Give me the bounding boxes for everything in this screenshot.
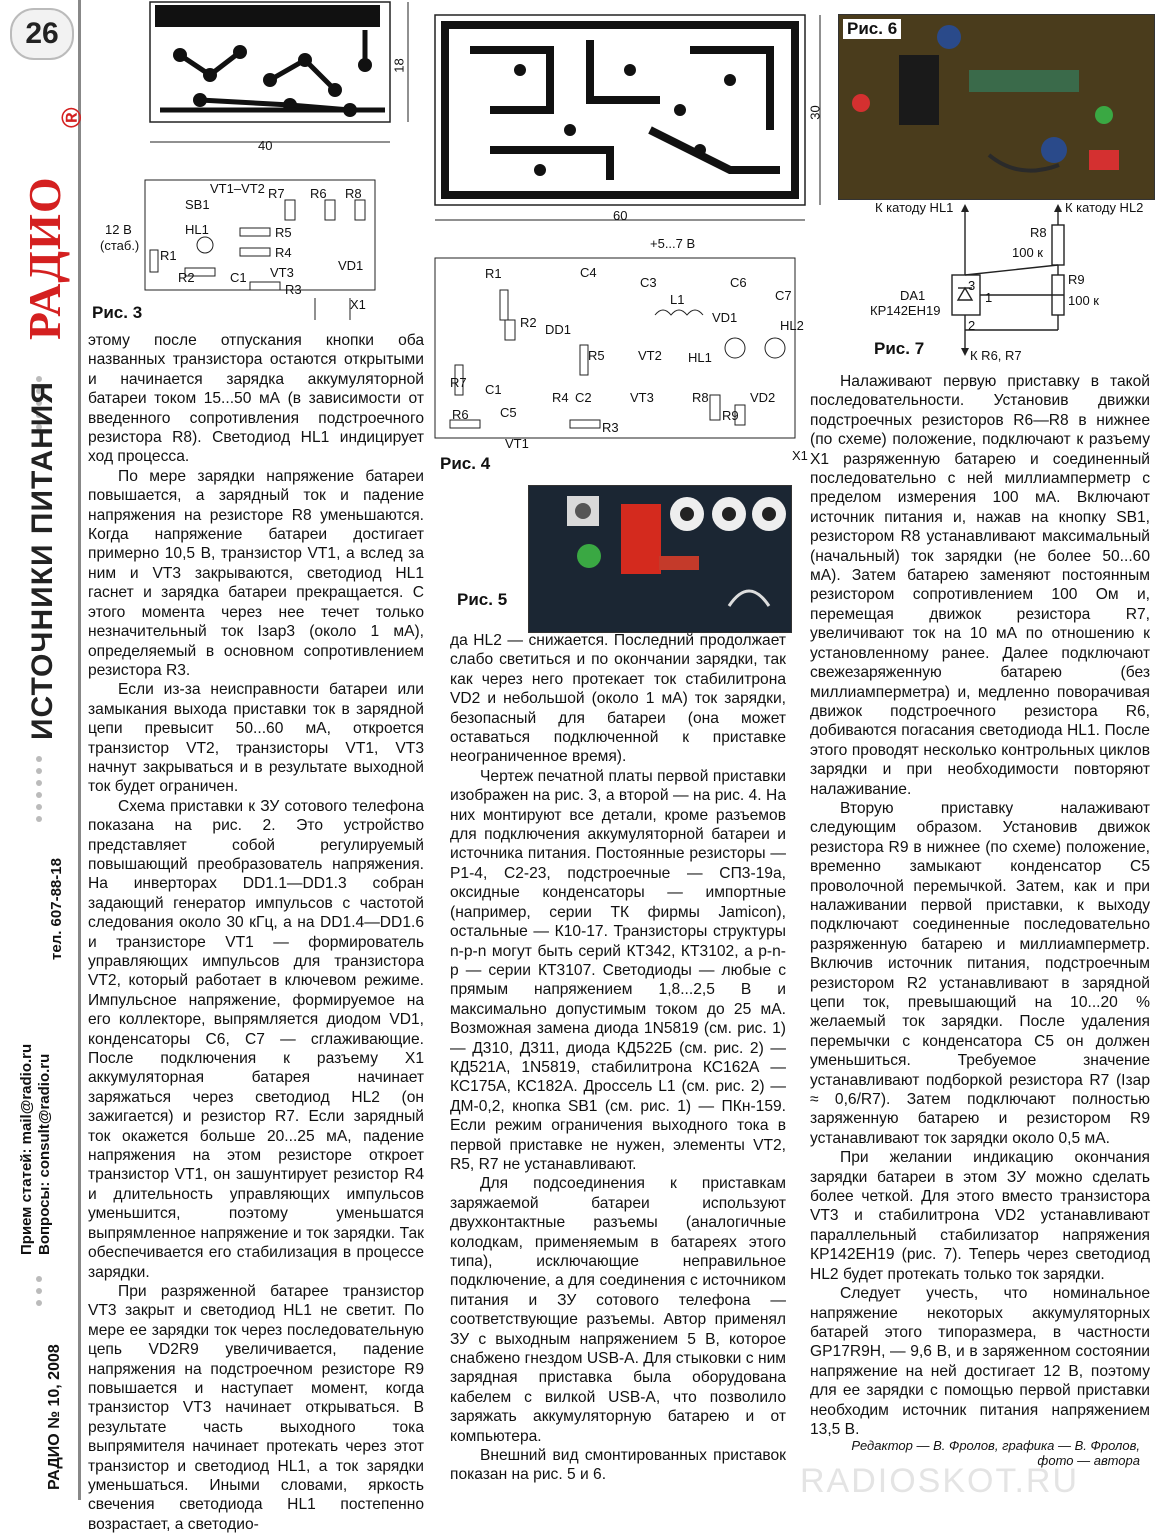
page-number: 26 (10, 8, 74, 60)
fig7-caption: Рис. 7 (874, 339, 925, 358)
phone-number: тел. 607-88-18 (48, 858, 65, 960)
fig3-width-dim: 40 (258, 138, 273, 153)
fig4-label-r7: R7 (450, 375, 467, 390)
fig3-label-vd1: VD1 (338, 258, 364, 273)
fig4-label-c4: C4 (580, 265, 597, 280)
fig3-label-hl1: HL1 (185, 222, 209, 237)
fig6-photo (838, 14, 1155, 200)
paragraph: Вторую приставку налаживают следующим образом. Установив движок резистора R9 в нижнее (по схеме) положение, временно замыкают конденсатор C5 проволочной перемычкой. Затем, как и при налаживании первой приставки, к выходу подключают соединенные последовательно разряженную батарею и миллиамперметр. Включив источник питания, подстроечным резистором R2 устанавливают в зарядной цепи ток, превышающий на 10...20 % желаемый ток зарядки. После удаления перемычки с конденсатора C5 он должен уменьшиться. Требуемое значение устанавливают подборкой резистора R7 (Iзар ≈ 0,6/R7). Затем подключают полностью заряженную батарею и резистором R9 устанавливают ток зарядки около 0,5 мА. (810, 799, 1150, 1147)
fig4-label-r1: R1 (485, 266, 502, 281)
figure-4 (430, 10, 830, 470)
fig7-label-pin3: 3 (968, 278, 976, 293)
fig6-caption: Рис. 6 (843, 19, 901, 39)
fig4-label-r8: R8 (692, 390, 709, 405)
text-column-1 (88, 331, 424, 1534)
fig4-label-c2: C2 (575, 390, 592, 405)
section-title: ИСТОЧНИКИ ПИТАНИЯ (26, 381, 59, 740)
fig3-caption: Рис. 3 (92, 303, 143, 322)
sidebar-dots-middle (36, 750, 44, 828)
fig4-label-vt2: VT2 (638, 348, 662, 363)
fig3-label-c1: C1 (230, 270, 247, 285)
credit-line-1: Редактор — В. Фролов, графика — В. Фролов, (851, 1438, 1140, 1453)
paragraph: Схема приставки к ЗУ сотового телефона показана на рис. 2. Это устройство представляет собой регулируемый повышающий преобразователь напряжения. На инверторах DD1.1—DD1.3 собран задающий генератор импульсов с частотой следования около 30 кГц, а на DD1.4—DD1.6 и транзисторе VT1 — формирователь управляющих импульсов для транзистора VT2, который работает в ключевом режиме. Импульсное напряжение, формируемое на его коллекторе, выпрямляется диодом VD1, конденсаторы C6, C7 — сглаживающие. После подключения к разъему X1 аккумуляторная батарея начинает заряжаться через светодиод HL2 (он зажигается) и резистор R7. Если зарядный ток окажется больше 20...25 мА, падение напряжения на этом резисторе откроет транзистор VT1, он зашунтирует резистор R4 и длительность управляющих импульсов уменьшится, поэтому уменьшатся выпрямленное напряжение и ток зарядки. Так обеспечивается его стабилизация в процессе зарядки. (88, 797, 424, 1281)
fig4-label-hl2: HL2 (780, 318, 804, 333)
watermark: RADIOSKOT.RU (800, 1462, 1080, 1500)
fig3-label-vt3: VT3 (270, 265, 294, 280)
sidebar (0, 0, 87, 1500)
fig4-label-vd2: VD2 (750, 390, 776, 405)
fig3-label-r6: R6 (310, 186, 327, 201)
paragraph: Для подсоединения к приставкам заряжаемой батареи используют двухконтактные разъемы (аналогичные колодкам, применяемым в батареях этого типа), исключающие неправильное подключение, а для соединения с источником питания и ЗУ сотового телефона — соответствующие разъемы. Автор применял ЗУ с выходным напряжением 5 В, которое снабжено гнездом USB-A. Для стыковки с ним зарядная приставка была оборудована кабелем с вилкой USB-A, что позволило заряжать аккумуляторную батарею и от компьютера. (450, 1175, 786, 1445)
paragraph: При разряженной батарее транзистор VT3 закрыт и светодиод HL1 не светит. По мере ее зарядки ток через последовательную цепь VD2R9 увеличивается, падение напряжения на подстроечном резисторе R9 повышается и наступает момент, когда транзистор VT3 начинает открываться. В результате часть выходного тока выпрямителя начинает протекать через этот транзистор и светодиод HL1, а ток зарядки уменьшаться. Иными словами, яркость свечения светодиода HL1 постепенно возрастает, а светодио- (88, 1282, 424, 1533)
fig3-label-r8: R8 (345, 186, 362, 201)
text-column-3 (810, 372, 1150, 1439)
fig4-label-vd1: VD1 (712, 310, 738, 325)
fig7-label-pin2: 2 (968, 318, 976, 333)
fig4-label-r4: R4 (552, 390, 569, 405)
fig4-label-r2: R2 (520, 315, 537, 330)
sidebar-dots-bottom (36, 1270, 44, 1312)
fig4-label-r9: R9 (722, 408, 739, 423)
fig3-label-r4: R4 (275, 245, 292, 260)
fig4-label-l1: L1 (670, 292, 685, 307)
credit-line-2: фото — автора (1037, 1453, 1140, 1468)
fig4-caption: Рис. 4 (440, 454, 491, 473)
fig3-label-sb1: SB1 (185, 197, 210, 212)
fig3-label-r1: R1 (160, 248, 177, 263)
paragraph: Внешний вид смонтированных приставок показан на рис. 5 и 6. (450, 1447, 786, 1484)
fig4-label-vt1: VT1 (505, 436, 529, 451)
magazine-logo: РАДИО (19, 176, 70, 340)
fig3-label-12v: 12 В (105, 222, 132, 237)
fig4-label-r3: R3 (602, 420, 619, 435)
paragraph: Налаживают первую приставку в такой последовательности. Установив движки подстроечных резисторов R6—R8 в нижнее (по схеме) положение, подключают к разъему X1 разряженную батарею и соединенный последовательно с ней миллиамперметр с пределом измерения 100 мА. Включают источник питания и, нажав на кнопку SB1, резистором R8 устанавливают максимальный (начальный) ток зарядки (не более 50...60 мА). Затем батарею заменяют постоянным резистором сопротивлением 100 Ом и, перемещая движок резистора R7, увеличивают ток на 10 мА по отношению к установленному ранее. Далее подключают свежезаряженную батарею (без миллиамперметра) и, медленно поворачивая движок подстроечного резистора R6, добиваются погасания светодиода HL1. После этого проводят несколько контрольных циклов зарядки и при необходимости повторяют налаживание. (810, 373, 1150, 798)
fig4-label-r5: R5 (588, 348, 605, 363)
fig7-label-r8: R8 (1030, 225, 1047, 240)
fig4-label-r6: R6 (452, 407, 469, 422)
paragraph: При желании индикацию окончания зарядки батареи в этом ЗУ можно сделать более четкой. Для этого вместо транзистора VT3 и стабилитрона VD2 устанавливают параллельный стабилизатор напряжения КР142ЕН19 (рис. 7). Теперь через светодиод HL2 будет протекать только ток зарядки. (810, 1149, 1150, 1283)
fig5-photo (528, 485, 792, 633)
paragraph: Чертеж печатной платы первой приставки изображен на рис. 3, а второй — на рис. 4. На них монтируют все детали, кроме разъемов для подключения аккумуляторной батареи и источника питания. Постоянные резисторы — Р1-4, С2-23, подстроечные — СП3-19а, оксидные конденсаторы — импортные (например, серии ТК фирмы Jamicon), остальные — К10-17. Транзисторы структуры n-p-n могут быть серий КТ342, КТ3102, а p-n-p — серии КТ3107. Светодиоды — любые с прямым напряжением 1,8...2,5 В и максимально допустимым током до 25 мА. Возможная замена диода 1N5819 (см. рис. 1) — Д310, Д311, диода КД522Б (см. рис. 2) — КД521А, 1N5819, стабилитрона КС162А — КС175А, КС182А. Дроссель L1 (см. рис. 2) — ДМ-0,2, кнопка SB1 (см. рис. 1) — ПКн-159. Если режим ограничения выходного тока в первой приставке не нужен, элементы VT2, R5, R7 не устанавливают. (450, 767, 786, 1173)
paragraph: Если из-за неисправности батареи или замыкания выхода приставки ток в зарядной цепи превысит 50...60 мА, откроется транзистор VT2, транзисторы VT1, VT3 начнут закрываться и в результате выходной ток будет ограничен. (88, 681, 424, 796)
fig3-label-r5: R5 (275, 225, 292, 240)
fig4-label-dd1: DD1 (545, 322, 572, 337)
paragraph: Следует учесть, что номинальное напряжение некоторых аккумуляторных батарей этого типоразмера, в частности GP17R9H, — 9,6 В, и в заряженном состоянии напряжение на ней достигает 12 В, поэтому для ее зарядки с помощью первой приставки необходим источник питания напряжением 13,5 В. (810, 1285, 1150, 1438)
sidebar-divider (78, 0, 81, 1500)
fig4-height-dim: 30 (807, 105, 823, 120)
fig5-caption: Рис. 5 (457, 590, 508, 609)
fig4-width-dim: 60 (613, 208, 628, 223)
fig5-board-image (529, 486, 791, 632)
fig4-label-c7: C7 (775, 288, 792, 303)
paragraph: По мере зарядки напряжение батареи повышается, а зарядный ток и падение напряжения на резисторе R8 уменьшаются. Когда напряжение батареи достигает примерно 10,5 В, транзистор VT1, а вслед за ним и VT3 закрываются, светодиод HL1 гаснет и зарядка батареи прекращается. С этого момента через нее течет только незначительный ток Iзар3 (около 1 мА), определяемый в основном сопротивлением резистора R3. (88, 467, 424, 679)
contact-questions: Вопросы: consult@radio.ru (36, 1053, 53, 1255)
fig7-label-da1-part: КР142ЕН19 (870, 303, 941, 318)
fig4-label-hl1: HL1 (688, 350, 712, 365)
logo-registered-mark: ® (56, 107, 87, 128)
fig4-label-c1: C1 (485, 382, 502, 397)
fig7-label-to-r6-r7: К R6, R7 (970, 348, 1022, 363)
fig7-label-r8-value: 100 к (1012, 245, 1043, 260)
fig3-label-r7: R7 (268, 186, 285, 201)
fig7-label-pin1: 1 (985, 290, 993, 305)
contact-articles: Прием статей: mail@radio.ru (18, 1043, 35, 1255)
fig3-label-stab: (стаб.) (100, 238, 140, 253)
issue-info: РАДИО № 10, 2008 (46, 1344, 63, 1490)
fig6-board-image (839, 15, 1154, 199)
fig4-label-vt3: VT3 (630, 390, 654, 405)
fig7-label-to-hl1: К катоду HL1 (875, 200, 954, 215)
fig4-label-c6: C6 (730, 275, 747, 290)
fig3-label-x1: X1 (350, 297, 366, 312)
fig7-label-r9-value: 100 к (1068, 293, 1099, 308)
fig3-label-r2: R2 (178, 270, 195, 285)
paragraph: да HL2 — снижается. Последний продолжает слабо светиться и по окончании зарядки, так как через него протекает ток стабилитрона VD2 и небольшой (около 1 мА) ток зарядки, безопасный для батареи (она может оставаться подключенной к приставке неограниченное время). (450, 632, 786, 766)
fig4-label-c3: C3 (640, 275, 657, 290)
paragraph: этому после отпускания кнопки оба названных транзистора остаются открытыми и начинается зарядка аккумуляторной батареи током 15...50 мА (в зависимости от введенного сопротивления подстроечного резистора R8). Светодиод HL1 индицирует ход процесса. (88, 332, 424, 466)
fig4-label-x1: X1 (792, 448, 808, 463)
fig7-label-da1: DA1 (900, 288, 926, 303)
fig7-label-r9: R9 (1068, 272, 1085, 287)
fig4-label-c5: C5 (500, 405, 517, 420)
figure-3 (140, 0, 430, 330)
fig3-height-dim: 18 (391, 58, 407, 73)
fig4-supply: +5...7 В (650, 236, 696, 251)
fig7-label-to-hl2: К катоду HL2 (1065, 200, 1144, 215)
fig3-label-r3: R3 (285, 282, 302, 297)
text-column-2 (450, 631, 786, 1485)
fig3-label-vt1-vt2: VT1–VT2 (210, 181, 265, 196)
